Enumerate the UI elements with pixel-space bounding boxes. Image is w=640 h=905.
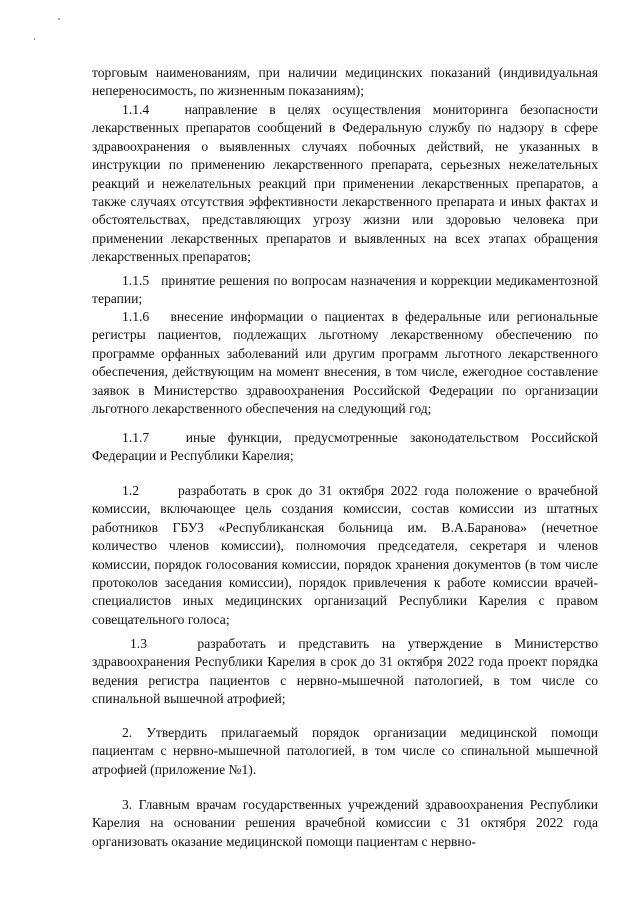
paragraph-text: торговым наименованиям, при наличии медицинских показаний (индивидуальная непереносимость, по жизненным показаниям);: [92, 65, 598, 99]
scan-speck: [58, 18, 60, 20]
paragraph-number: 1.1.7: [122, 430, 150, 445]
paragraph-number: 2.: [122, 725, 133, 740]
paragraph-continuation: [92, 64, 598, 101]
paragraph-number: 1.1.5: [122, 273, 150, 288]
paragraph-1-1-5: [92, 272, 598, 309]
paragraph-text: разработать и представить на утверждение в Министерство здравоохранения Республики Карелия в срок до 31 октября 2022 года проект порядка ведения регистра пациентов с нервно-мышечной патологией, в том числе со спинальной вышечной атрофией;: [92, 636, 598, 707]
paragraph-2: [92, 724, 598, 779]
paragraph-number: 1.1.6: [122, 309, 150, 324]
paragraph-text: разработать в срок до 31 октября 2022 года положение о врачебной комиссии, включающее цель создания комиссии, состав комиссии из штатных работников ГБУЗ «Республиканская больница им. В.А.Баранова» (нечетное количество членов комиссии), полномочия председателя, секретаря и членов комиссии, порядок голосования комиссии, порядок хранения документов (в том числе протоколов заседания комиссии), порядок привлечения к работе комиссии врачей-специалистов иных медицинских организаций Республики Карелия с правом совещательного голоса;: [92, 483, 599, 627]
paragraph-1-2: [92, 482, 598, 629]
paragraph-1-1-7: [92, 429, 598, 466]
paragraph-number: 1.1.4: [122, 102, 150, 117]
paragraph-text: принятие решения по вопросам назначения и коррекции медикаментозной терапии;: [92, 273, 598, 307]
paragraph-number: 1.3: [130, 636, 147, 651]
paragraph-1-1-6: [92, 308, 598, 418]
paragraph-text: внесение информации о пациентах в федеральные или региональные регистры пациентов, подлежащих льготному лекарственному обеспечению по программе орфанных заболеваний или другим программ льготного лекарственного обеспечения, действующим на момент внесения, в том числе, ежегодное составление заявок в Министерство здравоохранения Российской Федерации по организации льготного лекарственного обеспечения на следующий год;: [92, 309, 598, 417]
paragraph-number: 3.: [122, 797, 133, 812]
paragraph-text: направление в целях осуществления мониторинга безопасности лекарственных препаратов сообщений в Федеральную службу по надзору в сфере здравоохранения о выявленных случаях побочных действий, не указанных в инструкции по применению лекарственного препарата, серьезных нежелательных реакций и нежелательных реакций при применении лекарственных препаратов, а также случаях отсутствия эффективности лекарственного препарата и иных фактах и обстоятельствах, представляющих угрозу жизни или здоровью человека при применении лекарственных препаратов и выявленных на всех этапах обращения лекарственных препаратов;: [92, 102, 599, 265]
paragraph-number: 1.2: [122, 483, 139, 498]
paragraph-3: [92, 796, 598, 851]
scan-speck: [34, 38, 35, 40]
paragraph-text: иные функции, предусмотренные законодательством Российской Федерации и Республики Карелия;: [92, 430, 598, 464]
paragraph-1-3: [92, 635, 598, 709]
paragraph-text: Главным врачам государственных учреждений здравоохранения Республики Карелия на основании решения врачебной комиссии с 31 октября 2022 года организовать оказание медицинской помощи пациентам с нервно-: [92, 797, 598, 849]
paragraph-1-1-4: [92, 101, 598, 267]
paragraph-text: Утвердить прилагаемый порядок организации медицинской помощи пациентам с нервно-мышечной патологией, в том числе со спинальной мышечной атрофией (приложение №1).: [92, 725, 598, 777]
